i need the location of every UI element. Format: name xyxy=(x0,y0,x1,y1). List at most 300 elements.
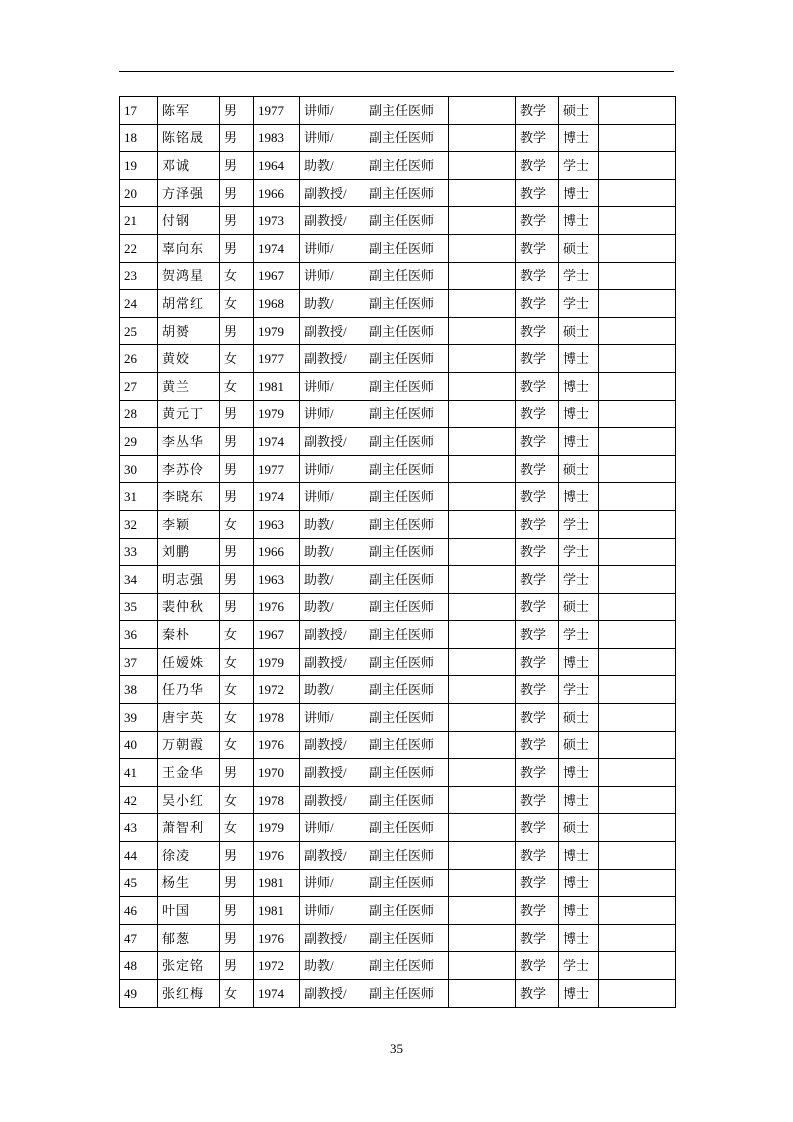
academic-rank: 讲师/ xyxy=(304,130,334,146)
degree-cell: 硕士 xyxy=(559,593,599,621)
post-cell: 教学 xyxy=(516,207,559,235)
post-cell: 教学 xyxy=(516,510,559,538)
clinical-title: 副主任医师 xyxy=(369,571,435,587)
title-cell xyxy=(300,814,449,842)
title-cell xyxy=(300,97,449,125)
academic-rank: 讲师/ xyxy=(304,406,334,422)
title-cell xyxy=(300,759,449,787)
title-cell xyxy=(300,704,449,732)
gender-cell: 女 xyxy=(220,510,254,538)
empty-cell xyxy=(599,510,676,538)
table-row xyxy=(120,510,676,538)
gender-cell: 男 xyxy=(220,234,254,262)
title-cell xyxy=(300,566,449,594)
title-cell xyxy=(300,593,449,621)
empty-cell xyxy=(449,869,516,897)
post-cell: 教学 xyxy=(516,869,559,897)
clinical-title: 副主任医师 xyxy=(369,544,435,560)
academic-rank: 副教授/ xyxy=(304,737,347,753)
gender-cell: 女 xyxy=(220,345,254,373)
clinical-title: 副主任医师 xyxy=(369,627,435,643)
name-cell: 叶国 xyxy=(158,897,220,925)
academic-rank: 助教/ xyxy=(304,516,334,532)
clinical-title: 副主任医师 xyxy=(369,958,435,974)
post-cell: 教学 xyxy=(516,786,559,814)
gender-cell: 女 xyxy=(220,648,254,676)
clinical-title: 副主任医师 xyxy=(369,985,435,1001)
empty-cell xyxy=(599,814,676,842)
row-number-cell: 32 xyxy=(120,510,158,538)
title-cell xyxy=(300,842,449,870)
gender-cell: 男 xyxy=(220,483,254,511)
title-cell xyxy=(300,483,449,511)
row-number-cell: 24 xyxy=(120,290,158,318)
birth-year-cell: 1968 xyxy=(254,290,300,318)
row-number-cell: 35 xyxy=(120,593,158,621)
empty-cell xyxy=(449,234,516,262)
name-cell: 胡赟 xyxy=(158,317,220,345)
academic-rank: 副教授/ xyxy=(304,847,347,863)
gender-cell: 男 xyxy=(220,152,254,180)
empty-cell xyxy=(599,345,676,373)
birth-year-cell: 1966 xyxy=(254,179,300,207)
gender-cell: 男 xyxy=(220,428,254,456)
academic-rank: 讲师/ xyxy=(304,378,334,394)
academic-rank: 副教授/ xyxy=(304,627,347,643)
gender-cell: 女 xyxy=(220,786,254,814)
row-number-cell: 27 xyxy=(120,372,158,400)
post-cell: 教学 xyxy=(516,152,559,180)
empty-cell xyxy=(449,786,516,814)
table-row xyxy=(120,207,676,235)
post-cell: 教学 xyxy=(516,234,559,262)
birth-year-cell: 1974 xyxy=(254,980,300,1008)
name-cell: 胡常红 xyxy=(158,290,220,318)
degree-cell: 博士 xyxy=(559,980,599,1008)
empty-cell xyxy=(449,759,516,787)
degree-cell: 博士 xyxy=(559,372,599,400)
table-row xyxy=(120,97,676,125)
birth-year-cell: 1963 xyxy=(254,510,300,538)
academic-rank: 副教授/ xyxy=(304,985,347,1001)
row-number-cell: 45 xyxy=(120,869,158,897)
gender-cell: 男 xyxy=(220,400,254,428)
post-cell: 教学 xyxy=(516,428,559,456)
degree-cell: 学士 xyxy=(559,566,599,594)
name-cell: 李晓东 xyxy=(158,483,220,511)
title-cell xyxy=(300,290,449,318)
name-cell: 任嫒姝 xyxy=(158,648,220,676)
degree-cell: 博士 xyxy=(559,428,599,456)
birth-year-cell: 1963 xyxy=(254,566,300,594)
row-number-cell: 36 xyxy=(120,621,158,649)
row-number-cell: 19 xyxy=(120,152,158,180)
academic-rank: 讲师/ xyxy=(304,820,334,836)
name-cell: 陈铭晟 xyxy=(158,124,220,152)
name-cell: 李丛华 xyxy=(158,428,220,456)
table-row xyxy=(120,566,676,594)
empty-cell xyxy=(599,676,676,704)
empty-cell xyxy=(449,483,516,511)
post-cell: 教学 xyxy=(516,704,559,732)
empty-cell xyxy=(449,179,516,207)
name-cell: 李苏伶 xyxy=(158,455,220,483)
post-cell: 教学 xyxy=(516,400,559,428)
row-number-cell: 44 xyxy=(120,842,158,870)
birth-year-cell: 1974 xyxy=(254,234,300,262)
name-cell: 付钢 xyxy=(158,207,220,235)
gender-cell: 女 xyxy=(220,676,254,704)
degree-cell: 学士 xyxy=(559,676,599,704)
gender-cell: 男 xyxy=(220,869,254,897)
clinical-title: 副主任医师 xyxy=(369,213,435,229)
post-cell: 教学 xyxy=(516,455,559,483)
empty-cell xyxy=(599,124,676,152)
row-number-cell: 30 xyxy=(120,455,158,483)
empty-cell xyxy=(449,428,516,456)
academic-rank: 副教授/ xyxy=(304,433,347,449)
gender-cell: 男 xyxy=(220,593,254,621)
table-row xyxy=(120,869,676,897)
title-cell xyxy=(300,207,449,235)
row-number-cell: 41 xyxy=(120,759,158,787)
name-cell: 黄元丁 xyxy=(158,400,220,428)
empty-cell xyxy=(449,842,516,870)
degree-cell: 博士 xyxy=(559,483,599,511)
empty-cell xyxy=(449,510,516,538)
page-number: 35 xyxy=(390,1041,403,1056)
birth-year-cell: 1974 xyxy=(254,483,300,511)
table-row xyxy=(120,704,676,732)
empty-cell xyxy=(599,869,676,897)
degree-cell: 学士 xyxy=(559,262,599,290)
post-cell: 教学 xyxy=(516,814,559,842)
staff-table-body xyxy=(120,97,676,1008)
empty-cell xyxy=(599,290,676,318)
gender-cell: 男 xyxy=(220,952,254,980)
name-cell: 陈军 xyxy=(158,97,220,125)
empty-cell xyxy=(599,152,676,180)
academic-rank: 讲师/ xyxy=(304,903,334,919)
degree-cell: 硕士 xyxy=(559,234,599,262)
academic-rank: 助教/ xyxy=(304,544,334,560)
academic-rank: 助教/ xyxy=(304,599,334,615)
clinical-title: 副主任医师 xyxy=(369,185,435,201)
post-cell: 教学 xyxy=(516,345,559,373)
title-cell xyxy=(300,980,449,1008)
empty-cell xyxy=(449,400,516,428)
row-number-cell: 28 xyxy=(120,400,158,428)
gender-cell: 女 xyxy=(220,262,254,290)
clinical-title: 副主任医师 xyxy=(369,792,435,808)
post-cell: 教学 xyxy=(516,317,559,345)
degree-cell: 博士 xyxy=(559,786,599,814)
birth-year-cell: 1979 xyxy=(254,317,300,345)
degree-cell: 学士 xyxy=(559,152,599,180)
gender-cell: 女 xyxy=(220,290,254,318)
post-cell: 教学 xyxy=(516,97,559,125)
clinical-title: 副主任医师 xyxy=(369,240,435,256)
empty-cell xyxy=(599,621,676,649)
title-cell xyxy=(300,428,449,456)
name-cell: 杨生 xyxy=(158,869,220,897)
empty-cell xyxy=(599,980,676,1008)
table-row xyxy=(120,345,676,373)
title-cell xyxy=(300,179,449,207)
academic-rank: 助教/ xyxy=(304,682,334,698)
title-cell xyxy=(300,786,449,814)
birth-year-cell: 1966 xyxy=(254,538,300,566)
birth-year-cell: 1976 xyxy=(254,593,300,621)
gender-cell: 女 xyxy=(220,704,254,732)
degree-cell: 博士 xyxy=(559,400,599,428)
name-cell: 张红梅 xyxy=(158,980,220,1008)
row-number-cell: 38 xyxy=(120,676,158,704)
name-cell: 贺鸿星 xyxy=(158,262,220,290)
empty-cell xyxy=(449,952,516,980)
academic-rank: 讲师/ xyxy=(304,461,334,477)
table-row xyxy=(120,234,676,262)
name-cell: 张定铭 xyxy=(158,952,220,980)
gender-cell: 女 xyxy=(220,814,254,842)
post-cell: 教学 xyxy=(516,290,559,318)
clinical-title: 副主任医师 xyxy=(369,102,435,118)
clinical-title: 副主任医师 xyxy=(369,433,435,449)
clinical-title: 副主任医师 xyxy=(369,875,435,891)
row-number-cell: 43 xyxy=(120,814,158,842)
header-rule xyxy=(119,71,674,72)
degree-cell: 博士 xyxy=(559,842,599,870)
academic-rank: 助教/ xyxy=(304,958,334,974)
gender-cell: 男 xyxy=(220,179,254,207)
name-cell: 李颖 xyxy=(158,510,220,538)
birth-year-cell: 1967 xyxy=(254,262,300,290)
empty-cell xyxy=(599,952,676,980)
gender-cell: 女 xyxy=(220,621,254,649)
post-cell: 教学 xyxy=(516,262,559,290)
clinical-title: 副主任医师 xyxy=(369,157,435,173)
clinical-title: 副主任医师 xyxy=(369,599,435,615)
row-number-cell: 34 xyxy=(120,566,158,594)
post-cell: 教学 xyxy=(516,952,559,980)
row-number-cell: 46 xyxy=(120,897,158,925)
degree-cell: 博士 xyxy=(559,869,599,897)
degree-cell: 硕士 xyxy=(559,317,599,345)
row-number-cell: 21 xyxy=(120,207,158,235)
name-cell: 邓诚 xyxy=(158,152,220,180)
academic-rank: 讲师/ xyxy=(304,875,334,891)
row-number-cell: 48 xyxy=(120,952,158,980)
table-row xyxy=(120,483,676,511)
row-number-cell: 29 xyxy=(120,428,158,456)
birth-year-cell: 1981 xyxy=(254,372,300,400)
name-cell: 萧智利 xyxy=(158,814,220,842)
table-row xyxy=(120,924,676,952)
degree-cell: 硕士 xyxy=(559,455,599,483)
post-cell: 教学 xyxy=(516,593,559,621)
table-row xyxy=(120,842,676,870)
empty-cell xyxy=(449,566,516,594)
title-cell xyxy=(300,869,449,897)
title-cell xyxy=(300,234,449,262)
post-cell: 教学 xyxy=(516,538,559,566)
academic-rank: 助教/ xyxy=(304,157,334,173)
empty-cell xyxy=(449,538,516,566)
academic-rank: 副教授/ xyxy=(304,323,347,339)
row-number-cell: 39 xyxy=(120,704,158,732)
title-cell xyxy=(300,897,449,925)
gender-cell: 女 xyxy=(220,372,254,400)
birth-year-cell: 1977 xyxy=(254,455,300,483)
name-cell: 方泽强 xyxy=(158,179,220,207)
birth-year-cell: 1976 xyxy=(254,842,300,870)
table-row xyxy=(120,814,676,842)
row-number-cell: 17 xyxy=(120,97,158,125)
birth-year-cell: 1973 xyxy=(254,207,300,235)
title-cell xyxy=(300,510,449,538)
title-cell xyxy=(300,538,449,566)
empty-cell xyxy=(599,704,676,732)
birth-year-cell: 1981 xyxy=(254,897,300,925)
table-row xyxy=(120,786,676,814)
degree-cell: 硕士 xyxy=(559,97,599,125)
empty-cell xyxy=(449,97,516,125)
clinical-title: 副主任医师 xyxy=(369,709,435,725)
row-number-cell: 33 xyxy=(120,538,158,566)
table-row xyxy=(120,428,676,456)
empty-cell xyxy=(449,207,516,235)
degree-cell: 硕士 xyxy=(559,814,599,842)
name-cell: 万朝霞 xyxy=(158,731,220,759)
staff-table xyxy=(119,96,676,1008)
row-number-cell: 26 xyxy=(120,345,158,373)
degree-cell: 博士 xyxy=(559,207,599,235)
row-number-cell: 37 xyxy=(120,648,158,676)
empty-cell xyxy=(449,676,516,704)
post-cell: 教学 xyxy=(516,676,559,704)
name-cell: 秦朴 xyxy=(158,621,220,649)
table-row xyxy=(120,290,676,318)
empty-cell xyxy=(599,759,676,787)
name-cell: 明志强 xyxy=(158,566,220,594)
birth-year-cell: 1978 xyxy=(254,786,300,814)
post-cell: 教学 xyxy=(516,842,559,870)
empty-cell xyxy=(449,124,516,152)
title-cell xyxy=(300,924,449,952)
empty-cell xyxy=(449,648,516,676)
post-cell: 教学 xyxy=(516,980,559,1008)
table-row xyxy=(120,897,676,925)
name-cell: 吴小红 xyxy=(158,786,220,814)
academic-rank: 副教授/ xyxy=(304,185,347,201)
empty-cell xyxy=(449,621,516,649)
empty-cell xyxy=(449,897,516,925)
row-number-cell: 49 xyxy=(120,980,158,1008)
post-cell: 教学 xyxy=(516,124,559,152)
degree-cell: 博士 xyxy=(559,345,599,373)
empty-cell xyxy=(449,317,516,345)
clinical-title: 副主任医师 xyxy=(369,765,435,781)
empty-cell xyxy=(599,897,676,925)
clinical-title: 副主任医师 xyxy=(369,295,435,311)
empty-cell xyxy=(599,400,676,428)
name-cell: 任乃华 xyxy=(158,676,220,704)
table-row xyxy=(120,621,676,649)
empty-cell xyxy=(449,704,516,732)
row-number-cell: 22 xyxy=(120,234,158,262)
academic-rank: 副教授/ xyxy=(304,654,347,670)
empty-cell xyxy=(599,207,676,235)
birth-year-cell: 1976 xyxy=(254,924,300,952)
academic-rank: 讲师/ xyxy=(304,268,334,284)
title-cell xyxy=(300,152,449,180)
academic-rank: 副教授/ xyxy=(304,351,347,367)
empty-cell xyxy=(599,483,676,511)
clinical-title: 副主任医师 xyxy=(369,489,435,505)
table-row xyxy=(120,648,676,676)
row-number-cell: 25 xyxy=(120,317,158,345)
empty-cell xyxy=(449,455,516,483)
title-cell xyxy=(300,345,449,373)
table-row xyxy=(120,538,676,566)
empty-cell xyxy=(599,428,676,456)
empty-cell xyxy=(449,372,516,400)
name-cell: 徐凌 xyxy=(158,842,220,870)
clinical-title: 副主任医师 xyxy=(369,130,435,146)
birth-year-cell: 1972 xyxy=(254,952,300,980)
gender-cell: 男 xyxy=(220,207,254,235)
clinical-title: 副主任医师 xyxy=(369,847,435,863)
title-cell xyxy=(300,952,449,980)
birth-year-cell: 1977 xyxy=(254,345,300,373)
name-cell: 王金华 xyxy=(158,759,220,787)
table-row xyxy=(120,372,676,400)
empty-cell xyxy=(599,234,676,262)
empty-cell xyxy=(599,317,676,345)
name-cell: 郁葱 xyxy=(158,924,220,952)
table-row xyxy=(120,124,676,152)
birth-year-cell: 1964 xyxy=(254,152,300,180)
clinical-title: 副主任医师 xyxy=(369,378,435,394)
clinical-title: 副主任医师 xyxy=(369,737,435,753)
degree-cell: 博士 xyxy=(559,924,599,952)
empty-cell xyxy=(599,538,676,566)
clinical-title: 副主任医师 xyxy=(369,682,435,698)
academic-rank: 讲师/ xyxy=(304,489,334,505)
birth-year-cell: 1979 xyxy=(254,814,300,842)
degree-cell: 博士 xyxy=(559,648,599,676)
birth-year-cell: 1967 xyxy=(254,621,300,649)
gender-cell: 男 xyxy=(220,124,254,152)
table-row xyxy=(120,759,676,787)
row-number-cell: 40 xyxy=(120,731,158,759)
empty-cell xyxy=(599,97,676,125)
gender-cell: 男 xyxy=(220,566,254,594)
post-cell: 教学 xyxy=(516,566,559,594)
table-row xyxy=(120,317,676,345)
title-cell xyxy=(300,400,449,428)
birth-year-cell: 1972 xyxy=(254,676,300,704)
row-number-cell: 31 xyxy=(120,483,158,511)
empty-cell xyxy=(449,262,516,290)
academic-rank: 讲师/ xyxy=(304,240,334,256)
clinical-title: 副主任医师 xyxy=(369,268,435,284)
clinical-title: 副主任医师 xyxy=(369,654,435,670)
degree-cell: 硕士 xyxy=(559,704,599,732)
row-number-cell: 20 xyxy=(120,179,158,207)
degree-cell: 学士 xyxy=(559,952,599,980)
name-cell: 唐宇英 xyxy=(158,704,220,732)
